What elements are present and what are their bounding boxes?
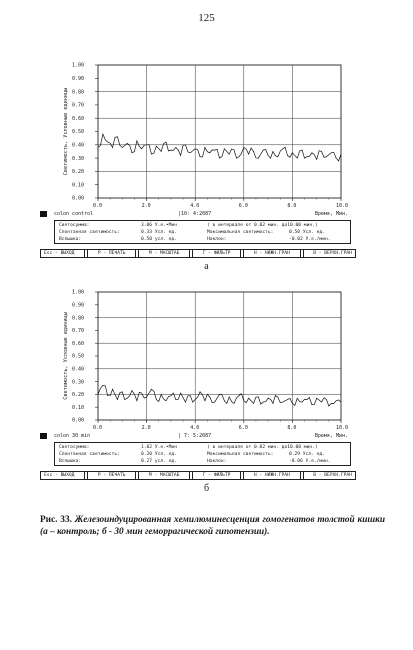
x-tick-label: 8.0	[287, 203, 297, 209]
y-tick-label: 0.40	[72, 142, 85, 149]
data-point	[127, 143, 128, 144]
data-point	[282, 148, 283, 149]
data-point	[263, 150, 264, 151]
data-point	[190, 395, 191, 396]
data-point	[326, 399, 327, 400]
sample-color-marker	[40, 433, 47, 439]
data-point	[200, 391, 201, 392]
stat-value: 3.06 У.е.•Мин	[141, 223, 177, 228]
stats-box-b	[54, 442, 351, 466]
data-point	[166, 400, 167, 401]
y-tick-label: 0.10	[72, 404, 85, 411]
menu-separator	[135, 472, 139, 479]
data-point	[209, 397, 210, 398]
status-row-a	[40, 210, 350, 218]
data-point	[273, 151, 274, 152]
y-tick-label: 0.10	[72, 182, 85, 189]
data-point	[277, 397, 278, 398]
stat-value: 0.33 Усл. ед.	[141, 230, 177, 235]
plot-frame	[98, 292, 341, 420]
menu-lower-bound[interactable]: Н - НИЖН.ГРАН	[253, 473, 290, 478]
data-point	[107, 395, 108, 396]
y-tick-label: 1.00	[72, 62, 85, 69]
figure-a	[0, 55, 413, 295]
data-point	[336, 158, 337, 159]
data-point	[341, 154, 342, 155]
stats-row	[59, 236, 346, 243]
stat-label: Спонтанная светимость:	[59, 452, 120, 457]
data-point	[112, 147, 113, 148]
data-point	[195, 399, 196, 400]
stat-label: Максимальная светимость:	[207, 452, 274, 457]
stat-value: 0.20 Усл. ед.	[141, 452, 177, 457]
caption-text: Железоиндуцированная хемилюминесценция гомогенатов толстой кишки (а – контроль; б - 30 мин геморрагической гипотензии).	[40, 515, 385, 537]
data-point	[214, 402, 215, 403]
y-tick-label: 0.60	[72, 340, 85, 347]
stat-label: ( в интервале от 0.02 мин. до10.00 мин.)	[207, 445, 318, 450]
data-point	[282, 402, 283, 403]
data-point	[146, 397, 147, 398]
data-point	[273, 403, 274, 404]
data-point	[224, 400, 225, 401]
stat-value: 0.29 Усл. ед.	[289, 452, 325, 457]
y-tick-label: 0.70	[72, 102, 85, 109]
x-tick-label: 6.0	[238, 425, 248, 431]
stats-row	[59, 444, 346, 451]
menu-separator	[189, 250, 193, 257]
data-point	[258, 397, 259, 398]
menu-separator	[189, 472, 193, 479]
data-point	[268, 155, 269, 156]
data-point	[229, 154, 230, 155]
data-point	[161, 394, 162, 395]
data-point	[268, 398, 269, 399]
data-point	[117, 136, 118, 137]
menu-bar-b	[40, 471, 356, 480]
y-tick-label: 0.20	[72, 169, 85, 176]
menu-upper-bound[interactable]: В - ВЕРХН.ГРАН	[313, 251, 352, 256]
data-point	[122, 147, 123, 148]
data-point	[292, 152, 293, 153]
y-tick-label: 0.60	[72, 115, 85, 122]
data-point	[248, 398, 249, 399]
data-point	[243, 147, 244, 148]
data-point	[287, 399, 288, 400]
stats-row	[59, 222, 346, 229]
data-point	[205, 400, 206, 401]
data-point	[137, 400, 138, 401]
y-tick-label: 0.00	[72, 417, 85, 424]
y-tick-label: 0.90	[72, 302, 85, 309]
y-tick-label: 0.70	[72, 328, 85, 335]
data-point	[326, 156, 327, 157]
stat-label: Вспышка:	[59, 459, 82, 464]
data-point	[331, 152, 332, 153]
data-point	[171, 150, 172, 151]
menu-separator	[300, 250, 304, 257]
caption-title: Рис. 33.	[40, 515, 72, 525]
data-point	[98, 394, 99, 395]
data-point	[297, 158, 298, 159]
x-tick-label: 2.0	[141, 425, 151, 431]
data-point	[98, 147, 99, 148]
x-tick-label: 6.0	[238, 203, 248, 209]
y-tick-label: 0.90	[72, 76, 85, 82]
data-point	[248, 154, 249, 155]
data-point	[214, 150, 215, 151]
data-point	[243, 400, 244, 401]
stat-value: 0.50 усл. ед.	[141, 237, 177, 242]
data-point	[219, 158, 220, 159]
menu-scale[interactable]: M - МАСШТАБ	[148, 251, 180, 256]
data-point	[234, 403, 235, 404]
panel-label-b: б	[203, 483, 210, 494]
x-tick-label: 10.0	[336, 425, 349, 431]
stats-row	[59, 451, 346, 458]
panel-label-a: а	[204, 261, 209, 272]
data-point	[195, 148, 196, 149]
stats-row	[59, 229, 346, 236]
figure-caption	[40, 514, 385, 538]
data-point	[239, 395, 240, 396]
y-tick-label: 1.00	[72, 289, 85, 296]
x-tick-label: 2.0	[141, 203, 151, 209]
menu-scale[interactable]: M - МАСШТАБ	[148, 473, 180, 478]
data-point	[151, 154, 152, 155]
stats-row	[59, 458, 346, 465]
status-row-b	[40, 432, 350, 440]
data-point	[209, 152, 210, 153]
data-point	[141, 148, 142, 149]
y-axis-label: Светимость, Условные единицы	[63, 87, 69, 176]
data-point	[141, 393, 142, 394]
menu-upper-bound[interactable]: В - ВЕРХН.ГРАН	[313, 473, 352, 478]
data-point	[311, 152, 312, 153]
menu-separator	[240, 472, 244, 479]
x-axis-name: Время, Мин.	[314, 211, 348, 217]
data-point	[137, 140, 138, 141]
data-point	[146, 144, 147, 145]
data-point	[205, 147, 206, 148]
data-point	[156, 399, 157, 400]
y-tick-label: 0.40	[72, 366, 85, 373]
data-point	[219, 394, 220, 395]
data-point	[122, 391, 123, 392]
menu-separator	[135, 250, 139, 257]
data-point	[103, 134, 104, 135]
data-point	[316, 398, 317, 399]
menu-lower-bound[interactable]: Н - НИЖН.ГРАН	[253, 251, 290, 256]
sample-color-marker	[40, 211, 47, 217]
data-point	[175, 147, 176, 148]
data-point	[185, 402, 186, 403]
plot-frame	[98, 65, 341, 198]
y-tick-label: 0.30	[72, 379, 85, 386]
data-point	[224, 148, 225, 149]
x-axis-name: Время, Мин.	[314, 433, 348, 439]
figure-b	[0, 282, 413, 522]
x-tick-label: 4.0	[190, 203, 200, 209]
data-point	[180, 393, 181, 394]
stat-value: 0.27 усл. ед.	[141, 459, 177, 464]
data-point	[239, 156, 240, 157]
stat-value: 1.02 У.е.•Мин	[141, 445, 177, 450]
y-tick-label: 0.20	[72, 392, 85, 399]
stat-value: 0.50 Усл. ед.	[289, 230, 325, 235]
data-point	[127, 398, 128, 399]
x-tick-label: 10.0	[336, 203, 349, 209]
series-line	[98, 134, 341, 161]
data-point	[277, 156, 278, 157]
menu-print[interactable]: P - ПЕЧАТЬ	[97, 251, 126, 256]
data-point	[234, 150, 235, 151]
menu-filter[interactable]: Г - ФИЛЬТР	[202, 473, 231, 478]
y-tick-label: 0.00	[72, 195, 85, 202]
data-point	[103, 385, 104, 386]
data-point	[263, 402, 264, 403]
y-tick-label: 0.80	[72, 315, 85, 322]
menu-bar-a	[40, 249, 356, 258]
data-point	[200, 156, 201, 157]
sample-name: colon 30 min	[54, 433, 91, 439]
data-point	[151, 389, 152, 390]
data-point	[321, 402, 322, 403]
data-point	[229, 397, 230, 398]
data-point	[297, 398, 298, 399]
menu-print[interactable]: P - ПЕЧАТЬ	[97, 473, 126, 478]
menu-exit[interactable]: Esc - ВЫХОД	[44, 473, 75, 478]
stat-label: Светосумма:	[59, 223, 90, 228]
stat-label: Светосумма:	[59, 445, 90, 450]
stats-box-a	[54, 220, 351, 244]
menu-filter[interactable]: Г - ФИЛЬТР	[202, 251, 231, 256]
stat-label: Вспышка:	[59, 237, 82, 242]
x-tick-label: 4.0	[190, 425, 200, 431]
data-point	[253, 151, 254, 152]
stat-label: Максимальная светимость:	[207, 230, 274, 235]
menu-separator	[240, 250, 244, 257]
data-point	[341, 402, 342, 403]
sample-name: colon control	[54, 211, 94, 217]
data-point	[175, 399, 176, 400]
data-point	[307, 399, 308, 400]
data-point	[258, 158, 259, 159]
x-tick-label: 0.0	[93, 203, 103, 209]
menu-separator	[84, 472, 88, 479]
data-point	[166, 142, 167, 143]
series-line	[98, 385, 341, 406]
data-point	[331, 403, 332, 404]
stat-label: Спонтанная светимость:	[59, 230, 120, 235]
menu-separator	[300, 472, 304, 479]
data-point	[156, 146, 157, 147]
data-point	[107, 142, 108, 143]
data-point	[161, 151, 162, 152]
y-axis-label: Светимость, Условные единицы	[63, 312, 69, 400]
y-tick-label: 0.30	[72, 155, 85, 162]
y-tick-label: 0.50	[72, 129, 85, 136]
stat-label: Наклон:	[207, 237, 227, 242]
stat-label: ( в интервале от 0.02 мин. до10.00 мин.)	[207, 223, 318, 228]
data-point	[112, 389, 113, 390]
data-point	[287, 155, 288, 156]
data-point	[132, 152, 133, 153]
data-point	[185, 144, 186, 145]
stat-label: Наклон:	[207, 459, 227, 464]
data-point	[190, 152, 191, 153]
y-tick-label: 0.80	[72, 89, 85, 96]
time-stamp: |10: 4:2087	[178, 211, 212, 217]
data-point	[321, 151, 322, 152]
data-point	[302, 402, 303, 403]
x-tick-label: 8.0	[287, 425, 297, 431]
time-stamp: | 7: 5:2087	[178, 433, 212, 439]
stat-value: -0.02 У.е./мин.	[289, 237, 331, 242]
data-point	[302, 150, 303, 151]
data-point	[117, 399, 118, 400]
menu-separator	[84, 250, 88, 257]
chart-a	[0, 55, 413, 295]
menu-exit[interactable]: Esc - ВЫХОД	[44, 251, 75, 256]
x-tick-label: 0.0	[93, 425, 103, 431]
data-point	[253, 403, 254, 404]
stat-value: -0.06 У.е./мин.	[289, 459, 331, 464]
data-point	[292, 403, 293, 404]
data-point	[316, 159, 317, 160]
data-point	[132, 390, 133, 391]
data-point	[307, 156, 308, 157]
data-point	[336, 400, 337, 401]
data-point	[180, 155, 181, 156]
data-point	[171, 395, 172, 396]
data-point	[311, 404, 312, 405]
y-tick-label: 0.50	[72, 353, 85, 360]
page-number: 125	[198, 12, 215, 24]
